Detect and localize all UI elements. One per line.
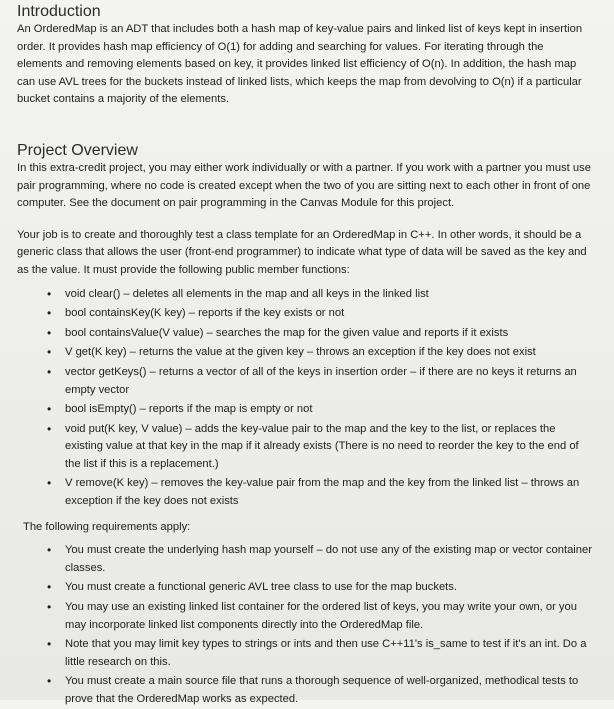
bullet-icon: • <box>47 286 52 301</box>
requirements-list <box>17 542 592 708</box>
bullet-icon: • <box>47 325 52 340</box>
bullet-icon: • <box>47 345 52 360</box>
introduction-paragraph: An OrderedMap is an ADT that includes both a hash map of key-value pairs and linked list of keys kept in insertion order. It provides hash map efficiency of O(1) for adding and searching for values. For iterating through the elements and removing elements based on key, it provides linked list efficiency of O(n). In addition, the hash map can use AVL trees for the buckets instead of linked lists, which keeps the map from devolving to O(n) if a particular bucket contains a majority of the elements. <box>17 23 583 106</box>
overview-paragraph-2: Your job is to create and thoroughly test a class template for an OrderedMap in C++. In other words, it should be a generic class that allows the user (front-end programmer) to indicate what type of data will be saved as the key and as the value. It must provide the following public member functions: <box>17 228 587 276</box>
project-overview-heading: Project Overview <box>17 141 138 159</box>
bullet-icon: • <box>47 600 52 615</box>
list-item: • V remove(K key) – removes the key-value pair from the map and the key from the linked list – throws an exception if the key does not exists <box>47 476 580 508</box>
bullet-icon: • <box>47 402 52 417</box>
list-item: • void clear() – deletes all elements in the map and all keys in the linked list <box>65 286 592 304</box>
list-item: • bool containsValue(V value) – searches the map for the given value and reports if it exists <box>65 325 592 343</box>
overview-paragraph-1: In this extra-credit project, you may either work individually or with a partner. If you work with a partner you must use pair programming, where no code is created except when the two of you are sitting next to each other in front of one computer. See the document on pair programming in the Canvas Module for this project. <box>17 161 591 210</box>
bullet-icon: • <box>47 543 52 558</box>
bullet-icon: • <box>47 580 52 595</box>
list-item: • bool containsKey(K key) – reports if the key exists or not <box>65 305 592 323</box>
list-item: • Note that you may limit key types to strings or ints and then use C++11's is_same to test if it's an int. Do a little research on this. <box>47 637 587 668</box>
list-item: • bool isEmpty() – reports if the map is empty or not <box>65 401 592 419</box>
list-item: • void put(K key, V value) – adds the key-value pair to the map and the key to the list, or replaces the existing value at that key in the map if it already exists (There is no need to reorder the key to the end of the list if this is a replacement.) <box>47 421 579 470</box>
bullet-icon: • <box>47 637 52 652</box>
introduction-heading: Introduction <box>17 3 101 20</box>
paragraph-spacer <box>17 213 592 227</box>
bullet-icon: • <box>47 421 52 436</box>
list-item: • You must create a functional generic AVL tree class to use for the map buckets. <box>65 579 592 597</box>
member-functions-list <box>17 286 592 511</box>
bullet-icon: • <box>47 306 52 321</box>
list-item: • You may use an existing linked list container for the ordered list of keys, you may write your own, or you may incorporate linked list components directly into the OrderedMap file. <box>47 600 577 631</box>
list-item: • You must create a main source file that runs a thorough sequence of well-organized, methodical tests to prove that the OrderedMap works as expected. <box>47 674 579 705</box>
requirements-heading: The following requirements apply: <box>23 520 191 533</box>
list-item: • You must create the underlying hash map yourself – do not use any of the existing map or vector container classes. <box>47 543 592 574</box>
list-item: • vector getKeys() – returns a vector of all of the keys in insertion order – if there are no keys it returns an empty vector <box>47 364 577 396</box>
bullet-icon: • <box>47 364 52 379</box>
list-item: • V get(K key) – returns the value at the given key – throws an exception if the key does not exist <box>65 344 592 362</box>
bullet-icon: • <box>47 674 52 689</box>
bullet-icon: • <box>47 476 52 491</box>
